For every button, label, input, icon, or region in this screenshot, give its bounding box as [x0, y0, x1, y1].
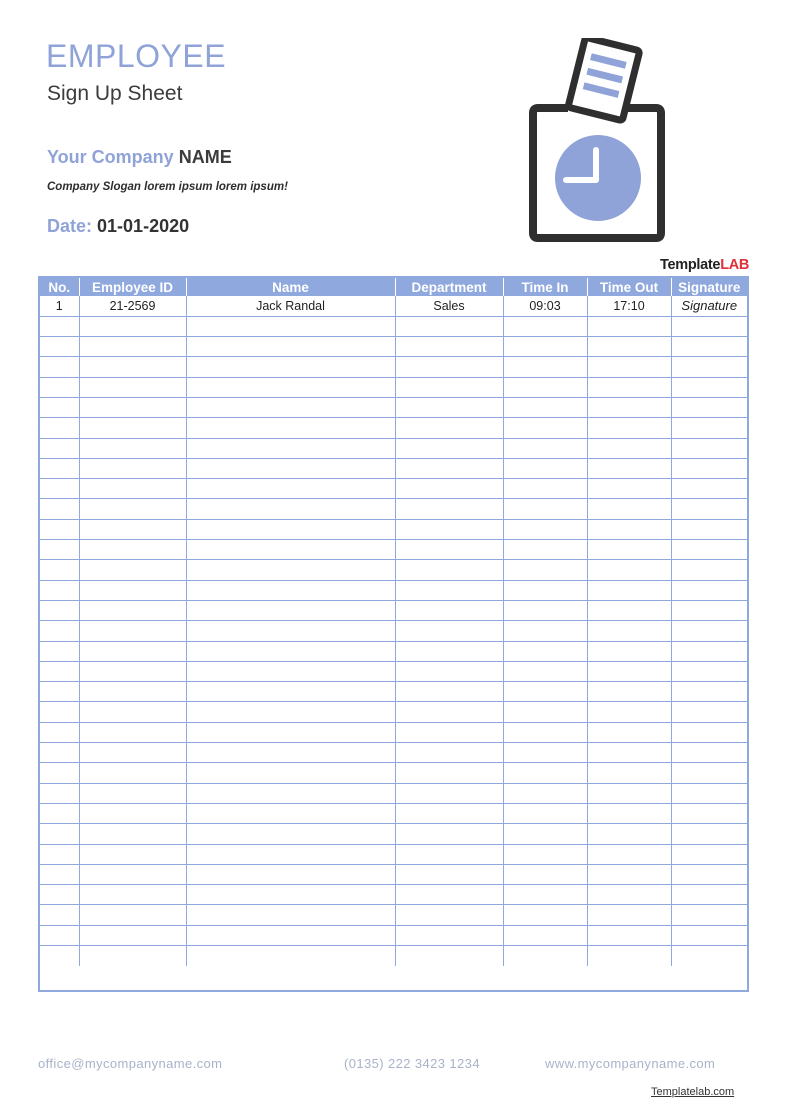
table-cell[interactable] — [186, 682, 395, 702]
footer-phone: (0135) 222 3423 1234 — [344, 1056, 480, 1071]
table-cell[interactable] — [503, 418, 587, 438]
table-cell[interactable]: Sales — [395, 296, 503, 316]
table-cell[interactable] — [186, 560, 395, 580]
table-cell[interactable] — [40, 580, 79, 600]
table-cell[interactable] — [671, 377, 747, 397]
table-cell[interactable] — [503, 357, 587, 377]
table-cell[interactable] — [587, 600, 671, 620]
table-cell[interactable] — [671, 316, 747, 336]
table-cell[interactable] — [186, 702, 395, 722]
table-cell[interactable] — [503, 621, 587, 641]
table-cell[interactable] — [79, 641, 186, 661]
table-cell[interactable] — [503, 337, 587, 357]
company-line — [47, 147, 232, 168]
table-cell[interactable] — [79, 580, 186, 600]
table-cell[interactable] — [79, 519, 186, 539]
table-cell[interactable] — [587, 519, 671, 539]
table-cell[interactable] — [395, 600, 503, 620]
table-cell[interactable] — [40, 418, 79, 438]
table-cell[interactable] — [503, 316, 587, 336]
table-cell[interactable] — [587, 580, 671, 600]
table-cell[interactable] — [671, 783, 747, 803]
table-cell[interactable] — [79, 499, 186, 519]
table-cell[interactable] — [186, 357, 395, 377]
column-header-time-in: Time In — [503, 278, 587, 296]
table-row — [40, 722, 747, 742]
table-row — [40, 479, 747, 499]
table-cell[interactable] — [395, 661, 503, 681]
table-cell[interactable] — [79, 864, 186, 884]
table-cell[interactable] — [186, 905, 395, 925]
table-cell[interactable] — [503, 600, 587, 620]
table-cell[interactable] — [671, 763, 747, 783]
table-cell[interactable] — [40, 925, 79, 945]
footer-website[interactable]: www.mycompanyname.com — [545, 1056, 716, 1071]
table-cell[interactable] — [587, 316, 671, 336]
table-row — [40, 864, 747, 884]
table-cell[interactable] — [79, 337, 186, 357]
table-cell[interactable] — [671, 905, 747, 925]
column-header-signature: Signature — [671, 278, 747, 296]
table-cell[interactable] — [395, 803, 503, 823]
table-cell[interactable] — [671, 600, 747, 620]
table-cell[interactable]: Jack Randal — [186, 296, 395, 316]
table-row — [40, 661, 747, 681]
table-cell[interactable] — [395, 702, 503, 722]
table-cell[interactable] — [79, 560, 186, 580]
table-cell[interactable] — [503, 580, 587, 600]
table-cell[interactable] — [587, 418, 671, 438]
table-cell[interactable] — [395, 316, 503, 336]
table-cell[interactable] — [503, 885, 587, 905]
table-row — [40, 458, 747, 478]
table-cell[interactable] — [587, 885, 671, 905]
table-cell[interactable] — [503, 803, 587, 823]
table-cell[interactable] — [40, 743, 79, 763]
table-cell[interactable] — [587, 621, 671, 641]
table-cell[interactable] — [503, 519, 587, 539]
table-cell[interactable] — [40, 641, 79, 661]
table-cell[interactable] — [587, 479, 671, 499]
table-row — [40, 803, 747, 823]
table-cell[interactable] — [587, 560, 671, 580]
table-cell[interactable] — [587, 499, 671, 519]
table-cell[interactable] — [40, 905, 79, 925]
table-cell[interactable] — [186, 479, 395, 499]
table-cell[interactable] — [395, 458, 503, 478]
table-cell[interactable] — [503, 824, 587, 844]
table-cell[interactable] — [671, 499, 747, 519]
column-header-employee-id: Employee ID — [79, 278, 186, 296]
table-cell[interactable] — [79, 600, 186, 620]
signup-table — [38, 276, 749, 992]
table-cell[interactable] — [186, 641, 395, 661]
table-row — [40, 580, 747, 600]
table-row — [40, 337, 747, 357]
table-cell[interactable] — [587, 946, 671, 966]
table-cell[interactable] — [395, 580, 503, 600]
table-cell[interactable] — [79, 702, 186, 722]
table-cell[interactable] — [79, 682, 186, 702]
table-cell[interactable] — [40, 803, 79, 823]
table-cell[interactable] — [186, 783, 395, 803]
table-cell[interactable] — [395, 864, 503, 884]
table-cell[interactable] — [671, 864, 747, 884]
table-cell[interactable] — [587, 864, 671, 884]
table-cell[interactable] — [79, 357, 186, 377]
table-row — [40, 499, 747, 519]
table-cell[interactable] — [587, 743, 671, 763]
column-header-time-out: Time Out — [587, 278, 671, 296]
table-cell[interactable] — [79, 397, 186, 417]
table-cell[interactable] — [587, 783, 671, 803]
table-cell[interactable] — [395, 722, 503, 742]
table-row — [40, 905, 747, 925]
table-cell[interactable] — [587, 682, 671, 702]
table-row — [40, 316, 747, 336]
table-row — [40, 946, 747, 966]
table-cell[interactable] — [40, 824, 79, 844]
table-cell[interactable] — [186, 316, 395, 336]
table-cell[interactable] — [587, 438, 671, 458]
table-cell[interactable] — [503, 661, 587, 681]
table-cell[interactable] — [40, 783, 79, 803]
table-cell[interactable] — [40, 458, 79, 478]
table-cell[interactable] — [40, 377, 79, 397]
table-cell[interactable] — [503, 540, 587, 560]
table-cell[interactable] — [503, 397, 587, 417]
table-cell[interactable] — [186, 763, 395, 783]
table-cell[interactable] — [395, 783, 503, 803]
table-cell[interactable] — [503, 722, 587, 742]
table-row — [40, 702, 747, 722]
table-cell[interactable] — [186, 864, 395, 884]
table-cell[interactable] — [186, 600, 395, 620]
table-cell[interactable] — [503, 905, 587, 925]
table-cell[interactable] — [671, 885, 747, 905]
table-cell[interactable] — [79, 803, 186, 823]
table-cell[interactable] — [671, 519, 747, 539]
table-cell[interactable] — [671, 844, 747, 864]
table-cell[interactable] — [395, 560, 503, 580]
table-cell[interactable] — [395, 763, 503, 783]
table-row — [40, 925, 747, 945]
sheet-subtitle: Sign Up Sheet — [47, 82, 183, 105]
table-cell[interactable] — [395, 925, 503, 945]
table-cell[interactable]: Signature — [671, 296, 747, 316]
table-cell[interactable] — [395, 377, 503, 397]
date-line — [47, 216, 189, 237]
table-cell[interactable] — [40, 499, 79, 519]
table-cell[interactable] — [186, 885, 395, 905]
table-cell[interactable] — [671, 560, 747, 580]
timeclock-icon — [528, 38, 668, 244]
table-cell[interactable] — [503, 783, 587, 803]
table-cell[interactable] — [395, 519, 503, 539]
table-cell[interactable] — [671, 337, 747, 357]
table-cell[interactable] — [671, 397, 747, 417]
table-cell[interactable] — [587, 905, 671, 925]
table-cell[interactable] — [503, 844, 587, 864]
table-cell[interactable] — [671, 925, 747, 945]
table-cell[interactable] — [186, 803, 395, 823]
table-cell[interactable]: 1 — [55, 298, 63, 313]
table-cell[interactable] — [587, 357, 671, 377]
table-cell[interactable]: 09:03 — [503, 296, 587, 316]
table-cell[interactable] — [40, 397, 79, 417]
table-cell[interactable] — [79, 722, 186, 742]
table-cell[interactable] — [671, 418, 747, 438]
table-cell[interactable] — [587, 377, 671, 397]
table-cell[interactable] — [40, 519, 79, 539]
table-header-row — [40, 278, 747, 296]
date-value: 01-01-2020 — [97, 216, 190, 236]
table-row — [40, 844, 747, 864]
table-cell[interactable] — [186, 722, 395, 742]
table-cell[interactable] — [186, 621, 395, 641]
table-cell[interactable] — [40, 600, 79, 620]
table-cell[interactable] — [503, 682, 587, 702]
table-cell[interactable] — [40, 885, 79, 905]
table-cell[interactable] — [186, 580, 395, 600]
table-cell[interactable] — [40, 702, 79, 722]
table-cell[interactable] — [587, 702, 671, 722]
table-cell[interactable] — [79, 316, 186, 336]
table-cell[interactable] — [79, 540, 186, 560]
table-row — [40, 519, 747, 539]
table-row — [40, 682, 747, 702]
table-cell[interactable] — [587, 824, 671, 844]
table-cell[interactable]: 17:10 — [587, 296, 671, 316]
table-row — [40, 397, 747, 417]
table-cell[interactable] — [671, 357, 747, 377]
table-cell[interactable] — [671, 743, 747, 763]
table-cell[interactable] — [587, 925, 671, 945]
table-cell[interactable] — [503, 458, 587, 478]
table-cell[interactable] — [503, 864, 587, 884]
table-cell[interactable] — [395, 337, 503, 357]
table-cell[interactable] — [587, 641, 671, 661]
table-cell[interactable] — [395, 357, 503, 377]
table-cell[interactable] — [79, 844, 186, 864]
table-row — [40, 783, 747, 803]
table-row — [40, 743, 747, 763]
table-cell[interactable] — [395, 397, 503, 417]
table-cell[interactable] — [40, 682, 79, 702]
table-cell[interactable] — [79, 377, 186, 397]
table-cell[interactable] — [503, 946, 587, 966]
table-cell[interactable] — [40, 946, 79, 966]
table-cell[interactable] — [503, 702, 587, 722]
table-cell[interactable] — [395, 418, 503, 438]
table-cell[interactable] — [671, 824, 747, 844]
table-cell[interactable] — [40, 722, 79, 742]
table-cell[interactable] — [395, 540, 503, 560]
table-cell[interactable] — [40, 438, 79, 458]
table-cell[interactable] — [40, 316, 79, 336]
table-row — [40, 641, 747, 661]
table-row — [40, 296, 747, 316]
table-cell[interactable] — [587, 397, 671, 417]
table-cell[interactable]: 21-2569 — [79, 296, 186, 316]
table-cell[interactable] — [40, 621, 79, 641]
table-cell[interactable] — [587, 722, 671, 742]
footer-email[interactable]: office@mycompanyname.com — [38, 1056, 223, 1071]
table-cell[interactable] — [40, 844, 79, 864]
table-cell[interactable] — [186, 337, 395, 357]
table-cell[interactable] — [503, 479, 587, 499]
table-cell[interactable] — [395, 438, 503, 458]
table-cell[interactable] — [587, 803, 671, 823]
table-cell[interactable] — [186, 418, 395, 438]
table-cell[interactable] — [186, 925, 395, 945]
table-cell[interactable] — [79, 885, 186, 905]
table-cell[interactable] — [587, 458, 671, 478]
table-cell[interactable] — [186, 377, 395, 397]
table-cell[interactable] — [40, 560, 79, 580]
table-cell[interactable] — [395, 946, 503, 966]
table-row — [40, 600, 747, 620]
table-cell[interactable] — [395, 905, 503, 925]
table-cell[interactable] — [186, 499, 395, 519]
table-cell[interactable] — [503, 925, 587, 945]
table-cell[interactable] — [79, 438, 186, 458]
table-cell[interactable] — [587, 540, 671, 560]
table-cell[interactable] — [671, 580, 747, 600]
table-cell[interactable] — [503, 743, 587, 763]
column-header-department: Department — [395, 278, 503, 296]
table-cell[interactable] — [671, 621, 747, 641]
table-cell[interactable] — [503, 377, 587, 397]
table-cell[interactable] — [79, 946, 186, 966]
table-row — [40, 418, 747, 438]
table-row — [40, 438, 747, 458]
table-row — [40, 621, 747, 641]
table-cell[interactable] — [671, 803, 747, 823]
date-label: Date: — [47, 216, 93, 236]
table-row — [40, 824, 747, 844]
table-row — [40, 540, 747, 560]
table-cell[interactable] — [671, 682, 747, 702]
table-cell[interactable] — [186, 397, 395, 417]
table-cell[interactable] — [79, 661, 186, 681]
table-cell[interactable] — [503, 641, 587, 661]
table-cell[interactable] — [671, 540, 747, 560]
table-cell[interactable] — [503, 499, 587, 519]
table-cell[interactable] — [587, 661, 671, 681]
table-body — [40, 296, 747, 966]
sheet-title: EMPLOYEE — [46, 38, 227, 74]
table-row — [40, 377, 747, 397]
company-prefix: Your Company — [47, 147, 174, 167]
table-cell[interactable] — [395, 682, 503, 702]
table-cell[interactable] — [395, 499, 503, 519]
table-cell[interactable] — [671, 458, 747, 478]
table-cell[interactable] — [40, 479, 79, 499]
table-cell[interactable] — [79, 418, 186, 438]
table-row — [40, 885, 747, 905]
table-cell[interactable] — [671, 946, 747, 966]
table-cell[interactable] — [395, 824, 503, 844]
table-row — [40, 357, 747, 377]
table-cell[interactable] — [186, 824, 395, 844]
table-cell[interactable] — [395, 743, 503, 763]
table-cell[interactable] — [395, 885, 503, 905]
table-cell[interactable] — [503, 763, 587, 783]
table-cell[interactable] — [186, 844, 395, 864]
table-cell[interactable] — [40, 337, 79, 357]
table-cell[interactable] — [79, 905, 186, 925]
table-cell[interactable] — [186, 458, 395, 478]
table-cell[interactable] — [79, 925, 186, 945]
column-header-no: No. — [40, 278, 79, 296]
table-cell[interactable] — [186, 946, 395, 966]
table-cell[interactable] — [395, 479, 503, 499]
table-cell[interactable] — [671, 479, 747, 499]
table-cell[interactable] — [79, 763, 186, 783]
table-cell[interactable] — [671, 702, 747, 722]
table-cell[interactable] — [503, 438, 587, 458]
table-cell[interactable] — [79, 824, 186, 844]
table-cell[interactable] — [186, 438, 395, 458]
table-cell[interactable] — [395, 641, 503, 661]
company-name: NAME — [178, 147, 232, 167]
table-cell[interactable] — [79, 458, 186, 478]
table-cell[interactable] — [40, 357, 79, 377]
table-cell[interactable] — [40, 763, 79, 783]
table-cell[interactable] — [186, 540, 395, 560]
table-cell[interactable] — [671, 641, 747, 661]
table-cell[interactable] — [186, 519, 395, 539]
table-cell[interactable] — [587, 337, 671, 357]
company-slogan: Company Slogan lorem ipsum lorem ipsum! — [47, 181, 288, 193]
table-cell[interactable] — [395, 621, 503, 641]
table-cell[interactable] — [503, 560, 587, 580]
table-cell[interactable] — [671, 661, 747, 681]
table-cell[interactable] — [79, 479, 186, 499]
table-cell[interactable] — [79, 621, 186, 641]
table-cell[interactable] — [186, 743, 395, 763]
table-cell[interactable] — [395, 844, 503, 864]
table-row — [40, 560, 747, 580]
footer-credit-link[interactable]: Templatelab.com — [651, 1086, 735, 1098]
templatelab-logo: TemplateLAB — [660, 257, 750, 273]
table-cell[interactable] — [671, 722, 747, 742]
table-cell[interactable] — [671, 438, 747, 458]
table-cell[interactable] — [40, 661, 79, 681]
table-cell[interactable] — [186, 661, 395, 681]
table-cell[interactable] — [40, 864, 79, 884]
column-header-name: Name — [186, 278, 395, 296]
table-cell[interactable] — [40, 540, 79, 560]
table-cell[interactable] — [587, 763, 671, 783]
table-cell[interactable] — [79, 783, 186, 803]
table-row — [40, 763, 747, 783]
table-cell[interactable] — [79, 743, 186, 763]
table-cell[interactable] — [587, 844, 671, 864]
